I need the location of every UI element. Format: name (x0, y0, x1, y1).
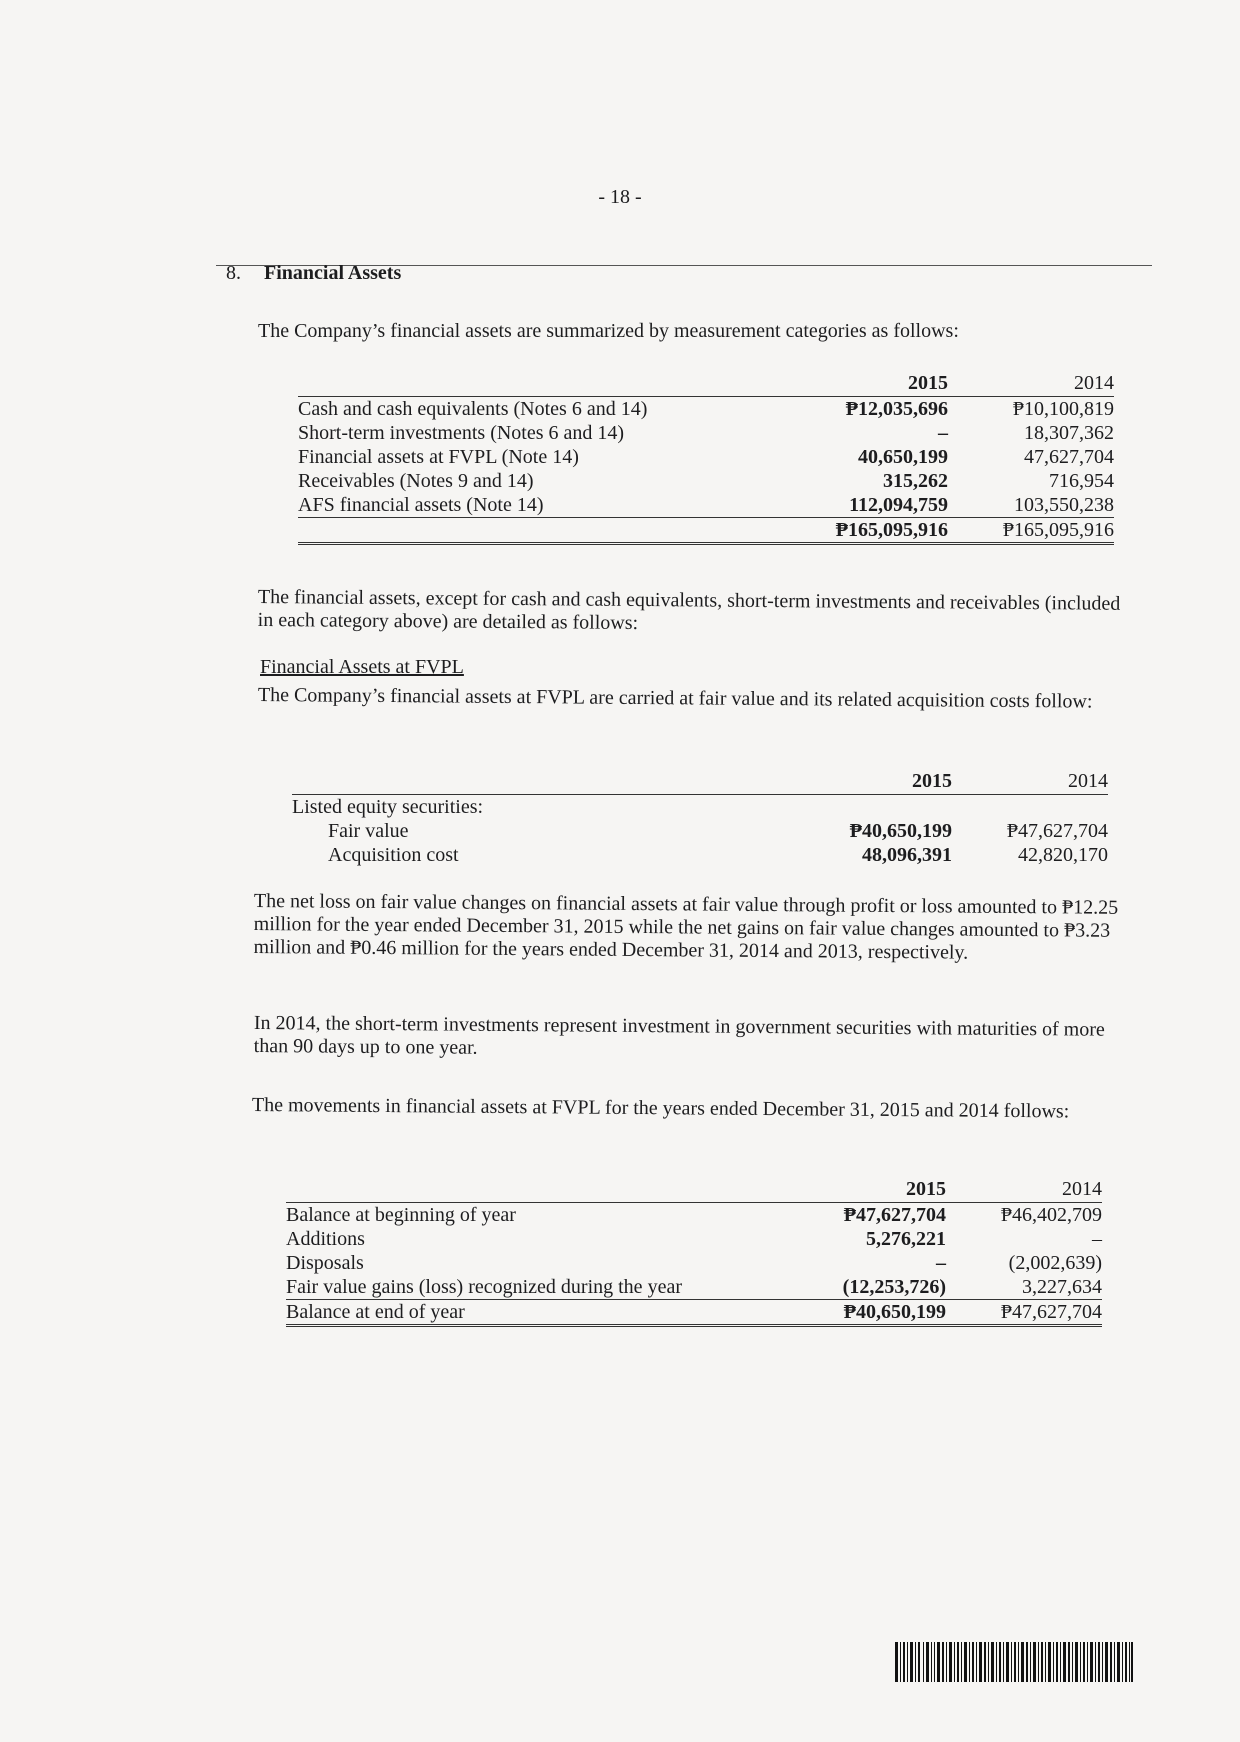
movements-paragraph: The movements in financial assets at FVPL for the years ended December 31, 2015 and 2014 follows: (251, 1094, 1070, 1123)
fvpl-col-2014: 2014 (952, 768, 1108, 795)
page-number: - 18 - (598, 186, 642, 208)
movements-value-2014: 3,227,634 (946, 1275, 1102, 1300)
movements-col-2014: 2014 (946, 1176, 1102, 1203)
movements-value-2015: ₱47,627,704 (843, 1204, 946, 1226)
fvpl-value-2015: ₱40,650,199 (849, 820, 952, 842)
summary-col-2015: 2015 (778, 370, 948, 397)
summary-value-2015: 112,094,759 (778, 493, 948, 518)
fvpl-value-2014: ₱47,627,704 (1006, 820, 1108, 842)
fvpl-header-row (292, 768, 1108, 795)
summary-value-2014: 18,307,362 (1024, 422, 1114, 444)
summary-total-row (298, 518, 1114, 544)
detail-paragraph: The financial assets, except for cash and cash equivalents, short-term investments and receivables (included in each category above) are detailed as follows: (257, 586, 1121, 634)
movements-value-2015: – (936, 1252, 946, 1274)
summary-value-2015: 315,262 (883, 470, 948, 492)
section-number: 8. (226, 262, 241, 284)
summary-row-label: AFS financial assets (Note 14) (298, 493, 778, 518)
summary-total-2014: ₱165,095,916 (948, 518, 1114, 544)
summary-value-2015: ₱12,035,696 (845, 398, 948, 420)
movements-row (286, 1251, 1102, 1275)
movements-value-2014: ₱46,402,709 (1000, 1204, 1102, 1226)
fvpl-col-2015: 2015 (772, 768, 952, 795)
summary-row (298, 469, 1114, 493)
summary-total-2015: ₱165,095,916 (778, 518, 948, 544)
movements-value-2015: 5,276,221 (866, 1228, 946, 1250)
fvpl-heading: Financial Assets at FVPL (260, 656, 464, 678)
movements-row-label: Balance at beginning of year (286, 1204, 516, 1226)
movements-row (286, 1275, 1102, 1300)
summary-header-row (298, 370, 1114, 397)
movements-row (286, 1203, 1102, 1228)
movements-value-2015: (12,253,726) (786, 1275, 946, 1300)
fvpl-value-2015: 48,096,391 (862, 844, 952, 866)
summary-row (298, 445, 1114, 469)
summary-row-label: Cash and cash equivalents (Notes 6 and 14) (298, 398, 648, 420)
movements-total-2015: ₱40,650,199 (786, 1300, 946, 1326)
summary-value-2015: – (938, 422, 948, 444)
summary-row (298, 421, 1114, 445)
short-term-paragraph: In 2014, the short-term investments represent investment in government securities with maturities of more than 90 days up to one year. (253, 1012, 1105, 1059)
summary-row (298, 493, 1114, 518)
summary-row-label: Receivables (Notes 9 and 14) (298, 470, 534, 492)
fvpl-group-row (292, 795, 1108, 820)
section-heading (226, 262, 401, 285)
movements-row-label: Additions (286, 1228, 365, 1250)
movements-total-label: Balance at end of year (286, 1300, 786, 1326)
movements-col-2015: 2015 (786, 1176, 946, 1203)
summary-col-2014: 2014 (948, 370, 1114, 397)
fvpl-table (292, 768, 1108, 867)
fvpl-row (292, 819, 1108, 843)
summary-row-label: Short-term investments (Notes 6 and 14) (298, 422, 625, 444)
movements-table (286, 1176, 1102, 1327)
movements-total-row (286, 1300, 1102, 1326)
summary-value-2014: ₱10,100,819 (1012, 398, 1114, 420)
summary-table (298, 370, 1114, 545)
movements-row (286, 1227, 1102, 1251)
movements-total-2014: ₱47,627,704 (946, 1300, 1102, 1326)
fvpl-row (292, 843, 1108, 867)
net-loss-paragraph: The net loss on fair value changes on financial assets at fair value through profit or loss amounted to ₱12.25 million for the year ended December 31, 2015 while the net gains on fair value changes amounted to ₱3.23 million and ₱0.46 million for the years ended December 31, 2014 and 2013, respectively. (253, 890, 1119, 964)
fvpl-row-label: Acquisition cost (328, 844, 459, 866)
barcode-image (895, 1642, 1133, 1682)
fvpl-intro-paragraph: The Company’s financial assets at FVPL are carried at fair value and its related acquisition costs follow: (257, 684, 1093, 713)
summary-value-2014: 716,954 (1049, 470, 1114, 492)
movements-row-label: Fair value gains (loss) recognized during the year (286, 1275, 786, 1300)
movements-header-row (286, 1176, 1102, 1203)
movements-row-label: Disposals (286, 1252, 364, 1274)
summary-value-2014: 47,627,704 (1024, 446, 1114, 468)
movements-value-2014: (2,002,639) (1008, 1252, 1102, 1274)
summary-row (298, 397, 1114, 422)
fvpl-group-label: Listed equity securities: (292, 796, 484, 818)
movements-value-2014: – (1092, 1228, 1102, 1250)
summary-value-2014: 103,550,238 (948, 493, 1114, 518)
fvpl-value-2014: 42,820,170 (1018, 844, 1108, 866)
fvpl-row-label: Fair value (328, 820, 409, 842)
intro-paragraph: The Company’s financial assets are summarized by measurement categories as follows: (258, 320, 959, 342)
summary-value-2015: 40,650,199 (858, 446, 948, 468)
section-title: Financial Assets (264, 262, 402, 284)
summary-row-label: Financial assets at FVPL (Note 14) (298, 446, 579, 468)
